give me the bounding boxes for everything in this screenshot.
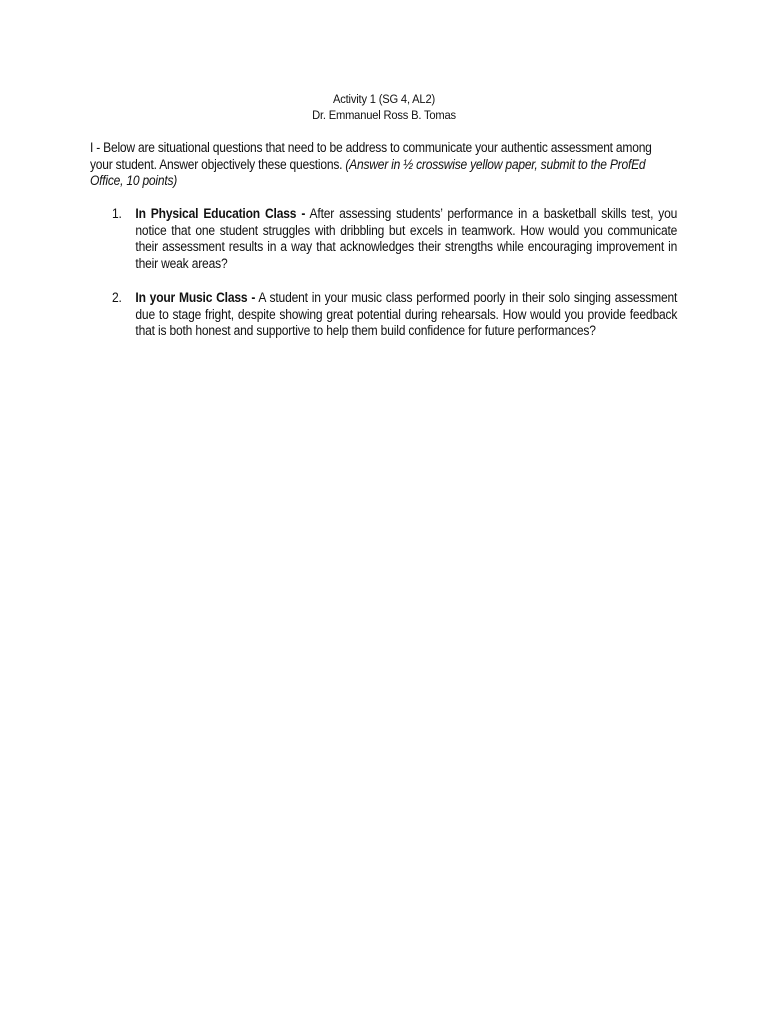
author-name: Dr. Emmanuel Ross B. Tomas: [312, 107, 456, 122]
question-title: In Physical Education Class -: [135, 206, 306, 221]
question-item-2: [112, 290, 677, 340]
question-number: 2.: [112, 290, 122, 305]
submission-instruction: (Answer in ½ crosswise yellow paper, submit to the ProfEd Office, 10 points): [90, 156, 646, 189]
question-text: [135, 290, 677, 340]
intro-text: I - Below are situational questions that need to be address to communicate your authentic assessment among your student. Answer objectively these questions.: [90, 140, 652, 172]
document-header: [38, 92, 729, 123]
question-number: 1.: [112, 206, 122, 221]
activity-title: Activity 1 (SG 4, AL2): [332, 92, 436, 106]
question-item-1: [112, 206, 677, 272]
question-title: In your Music Class -: [135, 290, 256, 305]
question-text: [135, 206, 677, 272]
question-body: A student in your music class performed poorly in their solo singing assessment due to stage fright, despite showing great potential during rehearsals. How would you provide feedback that is both honest and supportive to help them build confidence for future performances?: [135, 290, 678, 339]
intro-paragraph: [90, 140, 666, 190]
question-body: After assessing students’ performance in a basketball skills test, you notice that one student struggles with dribbling but excels in teamwork. How would you communicate their assessment results in a way that acknowledges their strengths while encouraging improvement in their weak areas?: [135, 206, 678, 271]
